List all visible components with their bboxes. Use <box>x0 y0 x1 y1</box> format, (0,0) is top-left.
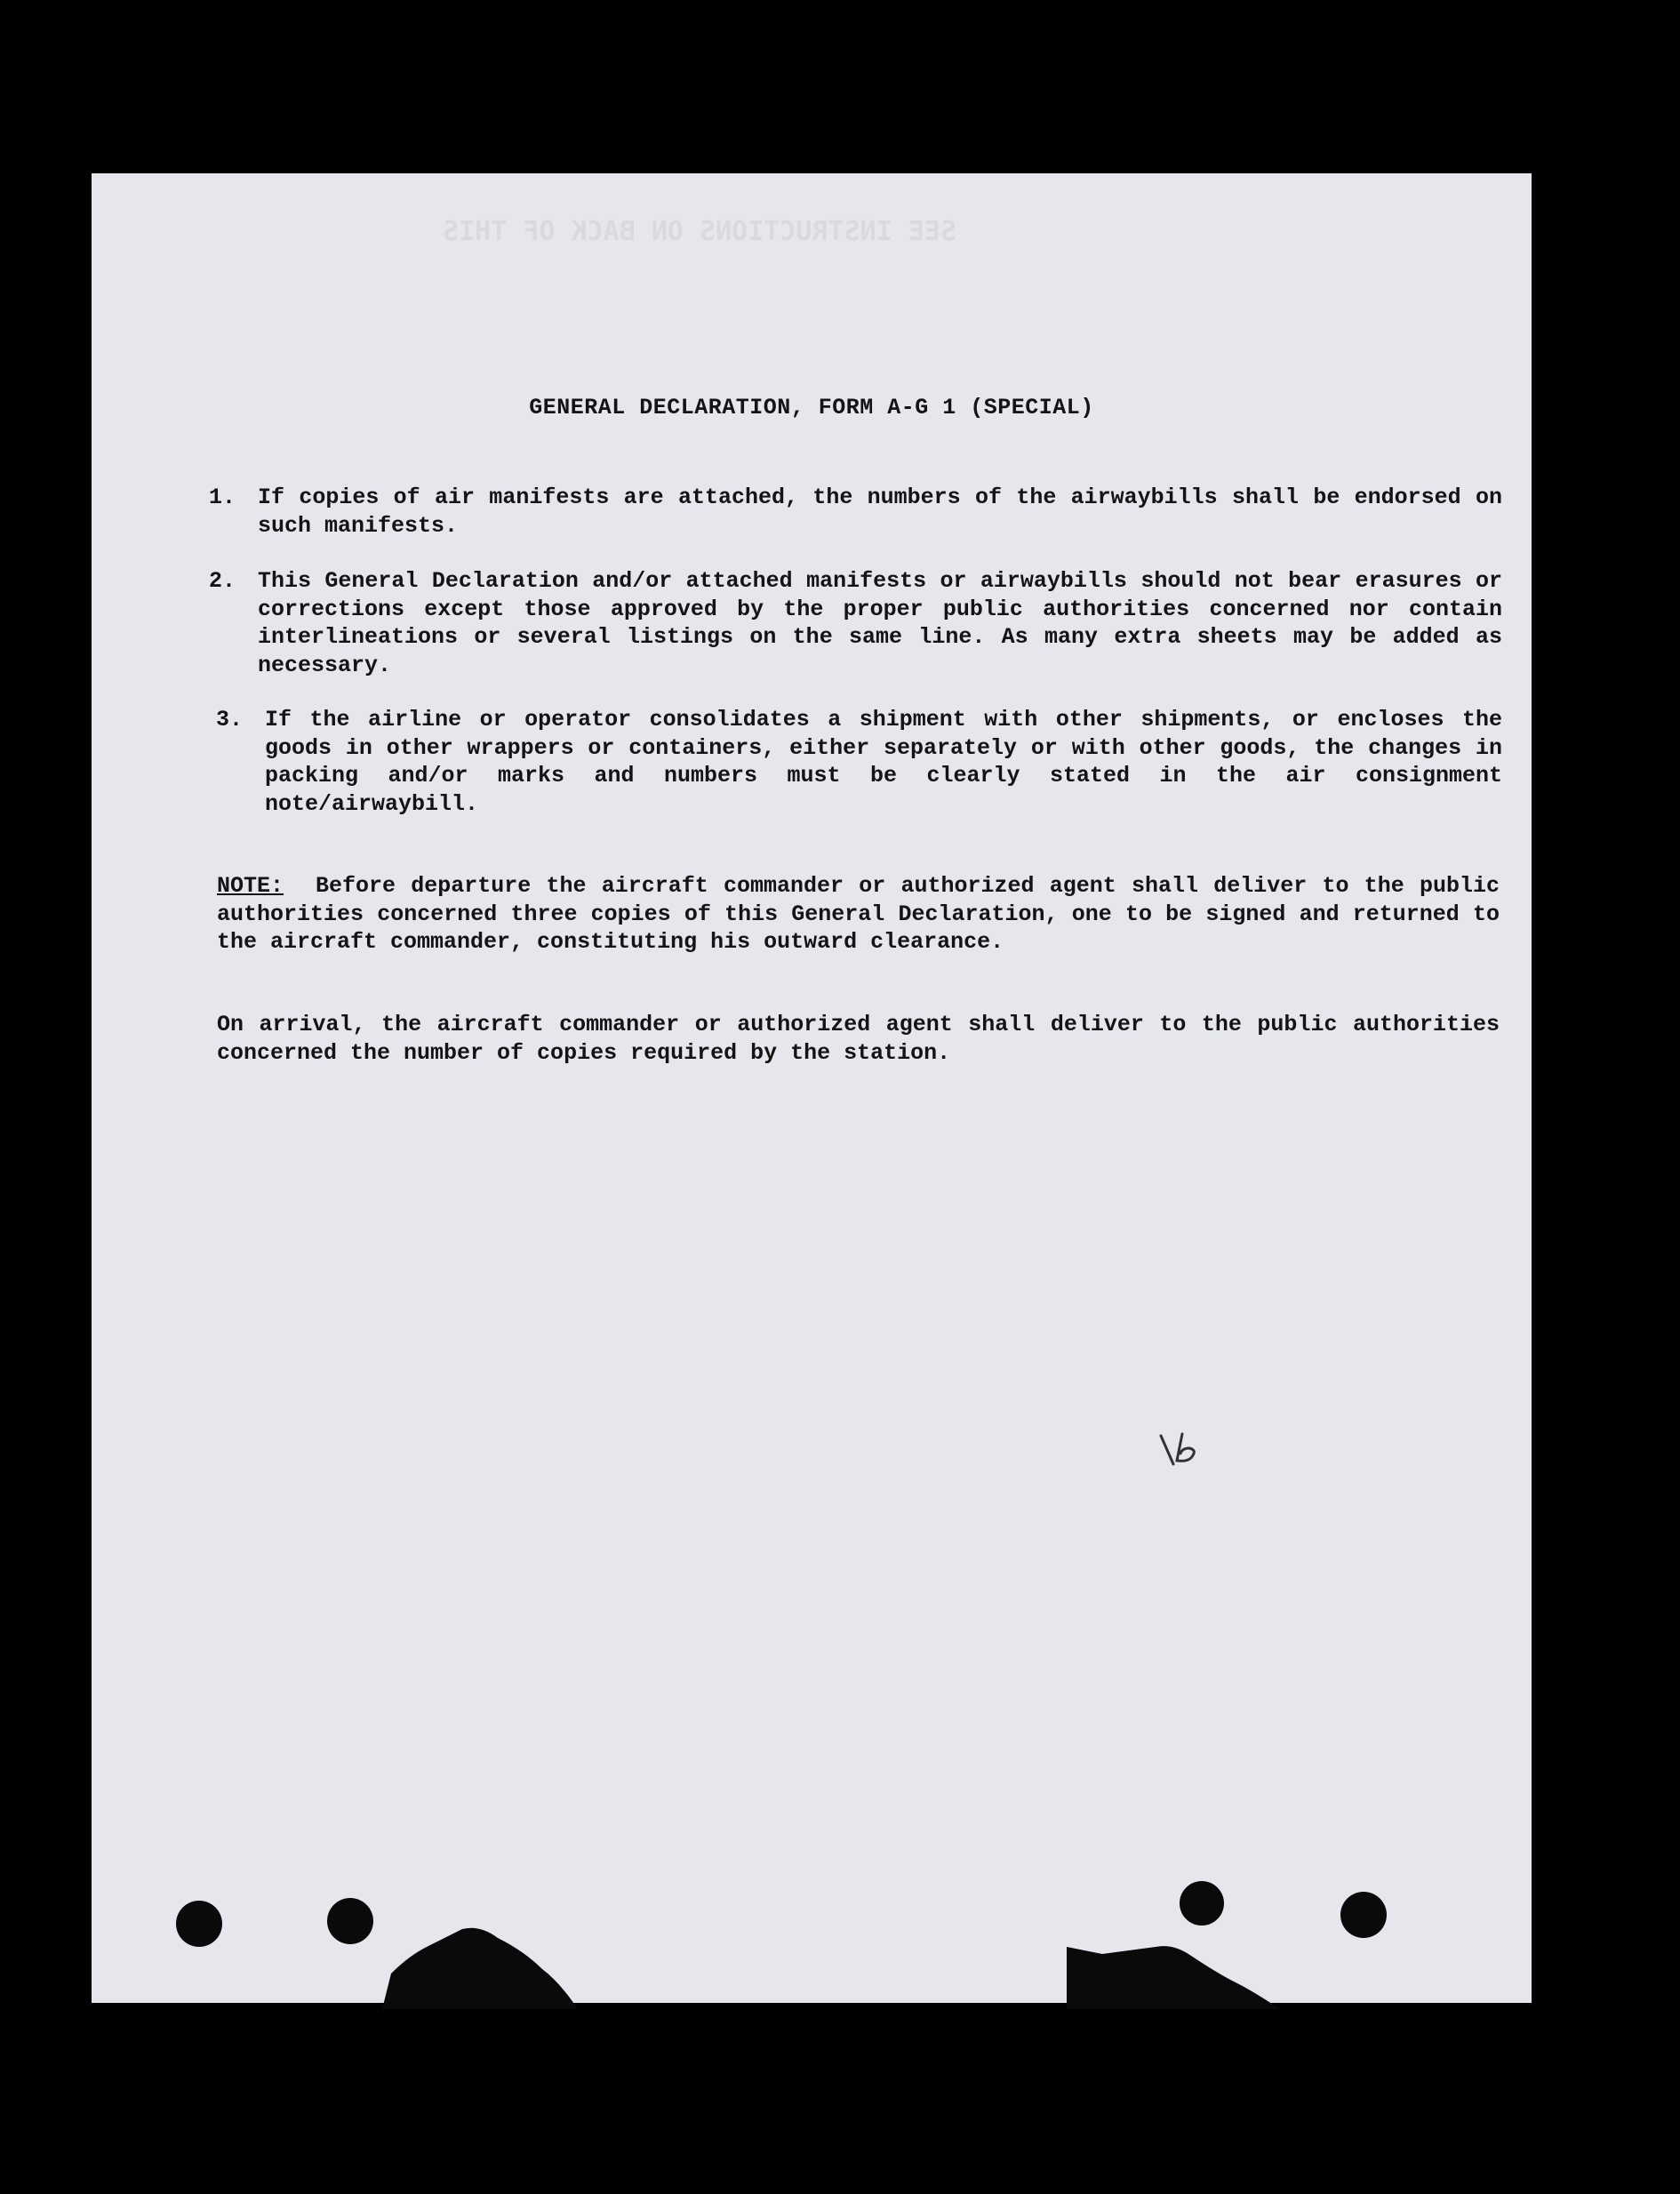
punch-hole <box>176 1901 222 1947</box>
note-label: NOTE: <box>217 873 284 899</box>
item-text: This General Declaration and/or attached manifests or airwaybills should not bear erasures or corrections except those approved by the proper public authorities concerned nor contain interlineations or several listings on the same line. As many extra sheets may be added as necessary. <box>258 568 1502 678</box>
arrival-paragraph: On arrival, the aircraft commander or authorized agent shall deliver to the public authorities concerned the number of copies required by the station. <box>217 1012 1500 1066</box>
instruction-item-2 <box>209 567 1502 679</box>
torn-edge-damage <box>373 1885 587 2009</box>
note-text: Before departure the aircraft commander or authorized agent shall deliver to the public authorities concerned three copies of this General Declaration, one to be signed and returned to the aircraft commander, constituting his outward clearance. <box>217 873 1500 955</box>
handwritten-mark <box>1154 1429 1216 1482</box>
punch-hole <box>327 1898 373 1944</box>
item-text: If copies of air manifests are attached, the numbers of the airwaybills shall be endorsed on such manifests. <box>258 484 1502 539</box>
item-number: 3. <box>216 707 244 733</box>
torn-edge-damage <box>1067 1929 1280 2009</box>
bleed-through-text: SEE INSTRUCTIONS ON BACK OF THIS <box>443 216 956 247</box>
punch-hole <box>1340 1892 1387 1938</box>
item-text: If the airline or operator consolidates a shipment with other shipments, or encloses the goods in other wrappers or containers, either separately or with other goods, the changes in packing and/or marks and numbers must be clearly stated in the air consignment note/airwaybill. <box>265 707 1502 817</box>
document-title: GENERAL DECLARATION, FORM A-G 1 (SPECIAL) <box>529 395 1094 420</box>
punch-hole <box>1180 1881 1224 1926</box>
item-number: 2. <box>209 568 236 594</box>
document-page <box>92 173 1532 2003</box>
item-number: 1. <box>209 484 236 510</box>
instruction-item-1 <box>209 484 1502 540</box>
instruction-item-3 <box>216 706 1502 818</box>
note-paragraph <box>217 872 1500 957</box>
